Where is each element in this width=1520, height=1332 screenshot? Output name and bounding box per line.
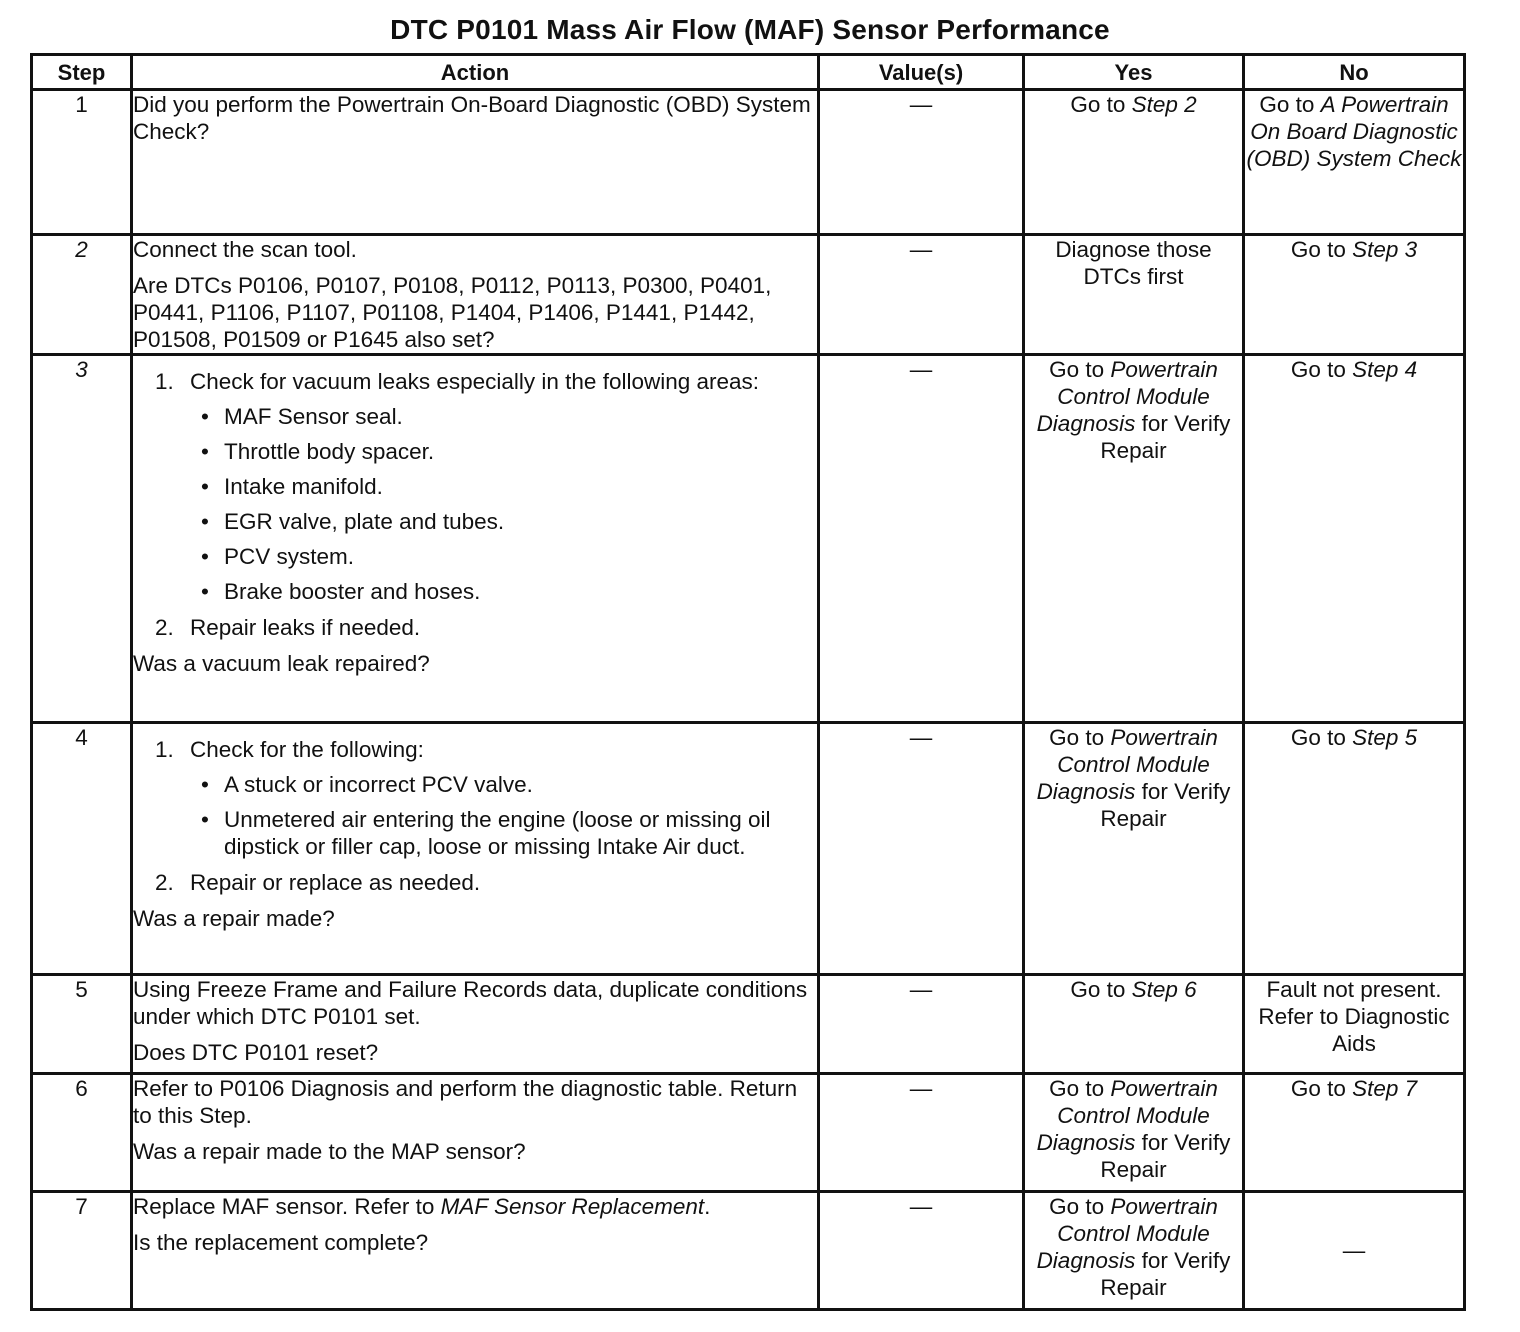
item-text: Check for vacuum leaks especially in the following areas: bbox=[190, 369, 760, 394]
no-cell bbox=[1244, 235, 1465, 355]
item-text: Repair leaks if needed. bbox=[190, 615, 421, 640]
bullet-text: Throttle body spacer. bbox=[224, 439, 435, 464]
item-number: 1. bbox=[155, 737, 174, 762]
action-text: Using Freeze Frame and Failure Records data, duplicate conditions under which DTC P0101 set. bbox=[133, 977, 808, 1029]
bullet-item bbox=[201, 473, 817, 500]
bullet-text: Intake manifold. bbox=[224, 474, 383, 499]
action-link[interactable]: MAF Sensor Replacement bbox=[440, 1194, 705, 1219]
bullet-text: MAF Sensor seal. bbox=[224, 404, 403, 429]
action-text: Refer to P0106 Diagnosis and perform the diagnostic table. Return to this Step. bbox=[133, 1076, 798, 1128]
bullet-text: EGR valve, plate and tubes. bbox=[224, 509, 505, 534]
table-row bbox=[32, 1192, 1465, 1310]
yes-prefix: Go to bbox=[1049, 1076, 1105, 1101]
yes-link[interactable]: Powertrain Control Module Diagnosis bbox=[1036, 1194, 1218, 1273]
value-cell: — bbox=[819, 235, 1024, 355]
yes-suffix: for Verify Repair bbox=[1100, 779, 1231, 831]
item-number: 2. bbox=[155, 870, 174, 895]
no-prefix: Go to bbox=[1290, 237, 1346, 262]
header-no: No bbox=[1244, 55, 1465, 90]
table-row bbox=[32, 90, 1465, 235]
no-cell bbox=[1244, 355, 1465, 723]
action-question: Is the replacement complete? bbox=[133, 1230, 429, 1255]
no-link[interactable]: Step 3 bbox=[1352, 237, 1418, 262]
bullet-item bbox=[201, 508, 817, 535]
action-question: Was a repair made to the MAP sensor? bbox=[133, 1139, 526, 1164]
action-prefix: Replace MAF sensor. Refer to bbox=[133, 1194, 435, 1219]
yes-cell bbox=[1024, 355, 1244, 723]
action-text: Did you perform the Powertrain On-Board Diagnostic (OBD) System Check? bbox=[133, 92, 811, 144]
page-title: DTC P0101 Mass Air Flow (MAF) Sensor Performance bbox=[390, 14, 1110, 45]
bullet-icon: • bbox=[201, 509, 209, 534]
header-values: Value(s) bbox=[819, 55, 1024, 90]
bullet-item bbox=[201, 438, 817, 465]
step-number: 7 bbox=[32, 1192, 132, 1310]
yes-cell bbox=[1024, 975, 1244, 1074]
value-cell: — bbox=[819, 1192, 1024, 1310]
step-number: 5 bbox=[32, 975, 132, 1074]
yes-cell bbox=[1024, 1192, 1244, 1310]
value-cell: — bbox=[819, 723, 1024, 975]
bullet-text: A stuck or incorrect PCV valve. bbox=[224, 772, 533, 797]
action-question: Are DTCs P0106, P0107, P0108, P0112, P0113, P0300, P0401, P0441, P1106, P1107, P01108, P1404, P1406, P1441, P1442, P01508, P01509 or P1645 also set? bbox=[133, 273, 772, 352]
bullet-item bbox=[201, 806, 817, 860]
action-question: Does DTC P0101 reset? bbox=[133, 1040, 379, 1065]
step-number: 3 bbox=[32, 355, 132, 723]
no-prefix: Go to bbox=[1290, 725, 1346, 750]
no-link[interactable]: Step 4 bbox=[1352, 357, 1418, 382]
no-link[interactable]: Step 7 bbox=[1352, 1076, 1418, 1101]
action-cell bbox=[132, 235, 819, 355]
bullet-text: Brake booster and hoses. bbox=[224, 579, 481, 604]
action-cell bbox=[132, 975, 819, 1074]
item-text: Repair or replace as needed. bbox=[190, 870, 481, 895]
table-row bbox=[32, 355, 1465, 723]
action-cell bbox=[132, 90, 819, 235]
action-cell bbox=[132, 355, 819, 723]
yes-prefix: Go to bbox=[1049, 357, 1105, 382]
value-cell: — bbox=[819, 975, 1024, 1074]
bullet-icon: • bbox=[201, 544, 209, 569]
yes-cell bbox=[1024, 723, 1244, 975]
yes-cell bbox=[1024, 1074, 1244, 1192]
bullet-icon: • bbox=[201, 474, 209, 499]
value-cell: — bbox=[819, 1074, 1024, 1192]
header-action: Action bbox=[132, 55, 819, 90]
step-number: 2 bbox=[32, 235, 132, 355]
header-yes: Yes bbox=[1024, 55, 1244, 90]
yes-prefix: Go to bbox=[1049, 1194, 1105, 1219]
item-number: 1. bbox=[155, 369, 174, 394]
yes-link[interactable]: Powertrain Control Module Diagnosis bbox=[1036, 1076, 1218, 1155]
step-number: 4 bbox=[32, 723, 132, 975]
no-prefix: Go to bbox=[1290, 1076, 1346, 1101]
bullet-item bbox=[201, 543, 817, 570]
bullet-item bbox=[201, 578, 817, 605]
no-cell: — bbox=[1244, 1192, 1465, 1310]
numbered-item bbox=[155, 869, 817, 896]
yes-cell: Diagnose those DTCs first bbox=[1024, 235, 1244, 355]
step-number: 6 bbox=[32, 1074, 132, 1192]
table-header-row bbox=[32, 55, 1465, 90]
value-cell: — bbox=[819, 355, 1024, 723]
numbered-item bbox=[155, 368, 817, 395]
value-cell: — bbox=[819, 90, 1024, 235]
step-number: 1 bbox=[32, 90, 132, 235]
action-question: Was a repair made? bbox=[133, 906, 335, 931]
no-link[interactable]: A Powertrain On Board Diagnostic (OBD) System Check bbox=[1246, 92, 1462, 171]
bullet-text: PCV system. bbox=[224, 544, 355, 569]
no-link[interactable]: Step 5 bbox=[1352, 725, 1418, 750]
yes-link[interactable]: Step 6 bbox=[1131, 977, 1197, 1002]
yes-prefix: Go to bbox=[1070, 977, 1126, 1002]
table-row bbox=[32, 235, 1465, 355]
bullet-text: Unmetered air entering the engine (loose or missing oil dipstick or filler cap, loose or missing Intake Air duct. bbox=[224, 807, 771, 859]
item-text: Check for the following: bbox=[190, 737, 424, 762]
no-cell bbox=[1244, 723, 1465, 975]
yes-suffix: for Verify Repair bbox=[1100, 1130, 1231, 1182]
action-cell bbox=[132, 1192, 819, 1310]
bullet-icon: • bbox=[201, 404, 209, 429]
no-cell bbox=[1244, 1074, 1465, 1192]
no-prefix: Go to bbox=[1259, 92, 1315, 117]
item-number: 2. bbox=[155, 615, 174, 640]
bullet-icon: • bbox=[201, 439, 209, 464]
no-cell: Fault not present. Refer to Diagnostic Aids bbox=[1244, 975, 1465, 1074]
action-text: Connect the scan tool. bbox=[133, 237, 357, 262]
action-text bbox=[133, 1193, 817, 1220]
diagnostic-table bbox=[30, 53, 1466, 1311]
numbered-item bbox=[155, 736, 817, 763]
yes-suffix: for Verify Repair bbox=[1100, 411, 1231, 463]
yes-prefix: Go to bbox=[1070, 92, 1126, 117]
yes-cell bbox=[1024, 90, 1244, 235]
no-cell bbox=[1244, 90, 1465, 235]
action-question: Was a vacuum leak repaired? bbox=[133, 651, 430, 676]
table-row bbox=[32, 1074, 1465, 1192]
action-cell bbox=[132, 723, 819, 975]
yes-suffix: for Verify Repair bbox=[1100, 1248, 1231, 1300]
bullet-item bbox=[201, 771, 817, 798]
bullet-item bbox=[201, 403, 817, 430]
yes-prefix: Go to bbox=[1049, 725, 1105, 750]
action-cell bbox=[132, 1074, 819, 1192]
yes-link[interactable]: Powertrain Control Module Diagnosis bbox=[1036, 725, 1218, 804]
yes-link[interactable]: Step 2 bbox=[1131, 92, 1197, 117]
bullet-icon: • bbox=[201, 807, 209, 832]
table-row bbox=[32, 723, 1465, 975]
no-prefix: Go to bbox=[1290, 357, 1346, 382]
bullet-icon: • bbox=[201, 579, 209, 604]
action-suffix: . bbox=[704, 1194, 711, 1219]
table-row bbox=[32, 975, 1465, 1074]
yes-link[interactable]: Powertrain Control Module Diagnosis bbox=[1036, 357, 1218, 436]
bullet-icon: • bbox=[201, 772, 209, 797]
header-step: Step bbox=[32, 55, 132, 90]
numbered-item bbox=[155, 614, 817, 641]
